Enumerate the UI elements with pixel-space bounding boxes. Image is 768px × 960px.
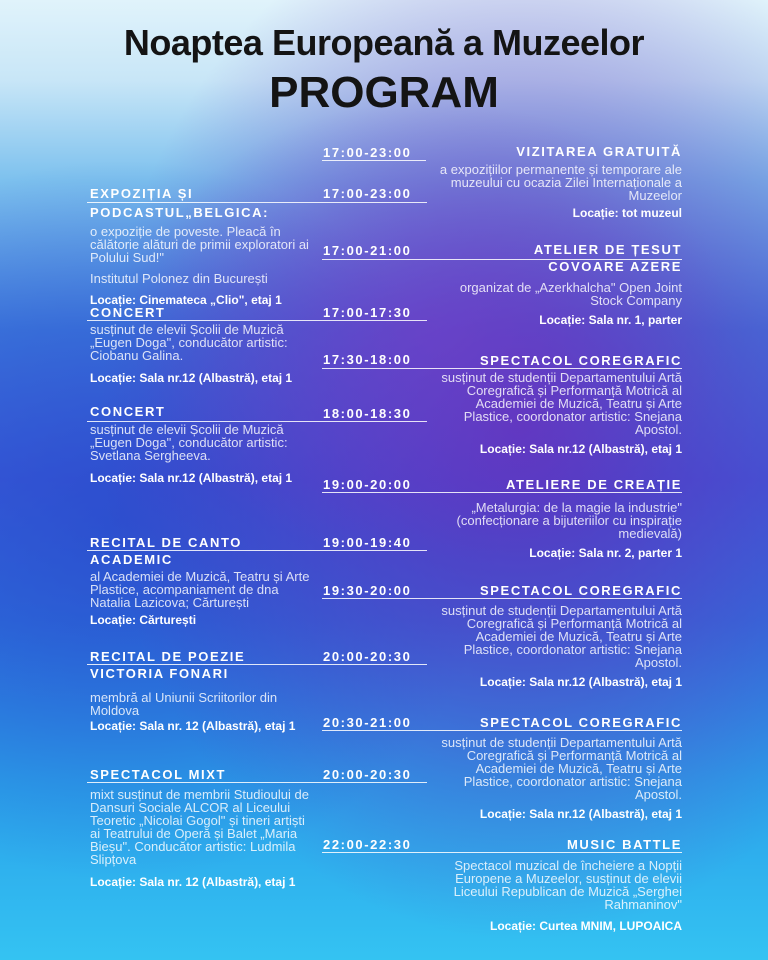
event-mixed-show — [90, 766, 312, 889]
event-location: Locație: Sala nr.12 (Albastră), etaj 1 — [90, 371, 293, 385]
event-concert-1 — [90, 304, 312, 385]
event-choreography-1 — [430, 352, 682, 456]
event-description: a expozițiilor permanente și temporare ale muzeului cu ocazia Zilei Internaționale a Muzeelor — [439, 162, 682, 203]
event-subtitle: COVOARE AZERE — [548, 259, 682, 274]
event-location: Locație: Sala nr.12 (Albastră), etaj 1 — [479, 442, 682, 456]
time-label: 19:30-20:00 — [323, 583, 412, 598]
event-description: susținut de studenții Departamentului Artă Coregrafică și Performanță Motrică al Academiei de Muzică, Teatru și Arte Plastice, coordonator artistic: Snejana Apostol. — [441, 370, 682, 437]
event-subtitle: ACADEMIC — [90, 552, 173, 567]
event-description: organizat de „Azerkhalcha" Open Joint Stock Company — [459, 280, 682, 308]
time-label: 20:00-20:30 — [323, 649, 412, 664]
time-label: 17:30-18:00 — [323, 352, 412, 367]
event-title: SPECTACOL COREGRAFIC — [480, 353, 682, 368]
time-label: 22:00-22:30 — [323, 837, 412, 852]
time-label: 20:30-21:00 — [323, 715, 412, 730]
time-underline — [322, 160, 426, 161]
event-description: „Metalurgia: de la magie la industrie" (confecționare a bijuteriilor cu inspirație medievală) — [456, 500, 682, 541]
event-concert-2 — [90, 403, 312, 485]
event-title: ATELIER DE ȚESUT — [533, 242, 682, 257]
event-location: Locație: tot muzeul — [572, 206, 682, 220]
event-belgica-exhibition — [90, 185, 312, 307]
event-description: susținut de elevii Școlii de Muzică „Eugen Doga", conducător artistic: Svetlana Sergheeva. — [90, 422, 288, 463]
event-title: ATELIERE DE CREAȚIE — [505, 477, 682, 492]
event-description: al Academiei de Muzică, Teatru și Arte Plastice, acompaniament de dna Natalia Lazicova; Cărturești — [90, 569, 310, 610]
page-title: Noaptea Europeană a Muzeelor — [123, 22, 645, 63]
event-music-battle — [450, 836, 682, 933]
event-description: o expoziție de poveste. Pleacă în călătorie alături de primii exploratori ai Polului Sud!" — [90, 224, 309, 265]
event-description: membră al Uniunii Scriitorilor din Moldova — [90, 690, 278, 718]
event-poetry-recital — [90, 648, 312, 733]
event-description: mixt susținut de membrii Studioului de Dansuri Sociale ALCOR al Liceului Teoretic „Nicolai Gogol" și tineri artiști ai Teatrului de Operă și Balet „Maria Bieșu". Conducător artistic: Ludmila Slipțova — [90, 787, 309, 867]
event-location: Locație: Curtea MNIM, LUPOAICA — [489, 919, 682, 933]
event-title: SPECTACOL COREGRAFIC — [480, 715, 682, 730]
event-title: RECITAL DE POEZIE — [90, 649, 246, 664]
event-title: CONCERT — [90, 305, 166, 320]
event-title: CONCERT — [90, 404, 166, 419]
event-subtitle: VICTORIA FONARI — [90, 666, 229, 681]
event-title: EXPOZIȚIA ȘI — [90, 186, 194, 201]
time-label: 18:00-18:30 — [323, 406, 412, 421]
event-organizer: Institutul Polonez din București — [90, 271, 268, 286]
event-location: Locație: Cărturești — [90, 613, 197, 627]
time-label: 19:00-19:40 — [323, 535, 412, 550]
event-title: SPECTACOL MIXT — [90, 767, 227, 782]
event-description: susținut de elevii Școlii de Muzică „Eugen Doga", conducător artistic: Ciobanu Galina. — [90, 322, 288, 363]
event-subtitle: PODCASTUL„BELGICA: — [90, 205, 270, 220]
event-location: Locație: Sala nr. 2, parter 1 — [529, 546, 682, 560]
event-choreography-3 — [440, 714, 682, 821]
time-label: 17:00-23:00 — [323, 186, 412, 201]
event-location: Locație: Sala nr. 12 (Albastră), etaj 1 — [90, 875, 296, 889]
event-title: SPECTACOL COREGRAFIC — [480, 583, 682, 598]
time-label: 17:00-17:30 — [323, 305, 412, 320]
event-choreography-2 — [430, 582, 682, 689]
time-label: 17:00-23:00 — [323, 145, 412, 160]
event-description: susținut de studenții Departamentului Artă Coregrafică și Performanță Motrică al Academiei de Muzică, Teatru și Arte Plastice, coordonator artistic: Snejana Apostol. — [441, 735, 682, 802]
event-location: Locație: Cinemateca „Clio", etaj 1 — [90, 293, 282, 307]
event-location: Locație: Sala nr.12 (Albastră), etaj 1 — [90, 471, 293, 485]
event-location: Locație: Sala nr. 1, parter — [539, 313, 682, 327]
event-free-visit — [420, 143, 682, 220]
page-subtitle: PROGRAM — [269, 68, 499, 117]
time-label: 17:00-21:00 — [323, 243, 412, 258]
event-location: Locație: Sala nr.12 (Albastră), etaj 1 — [479, 807, 682, 821]
event-description: Spectacol muzical de încheiere a Nopții Europene a Muzeelor, susținut de elevii Liceului Republican de Muzică „Serghei Rahmaninov" — [453, 858, 682, 912]
event-weaving-workshop — [440, 241, 682, 327]
event-creative-workshop — [430, 476, 682, 560]
event-title: VIZITAREA GRATUITĂ — [516, 144, 682, 159]
event-location: Locație: Sala nr.12 (Albastră), etaj 1 — [479, 675, 682, 689]
event-canto-recital — [90, 534, 312, 627]
time-label: 19:00-20:00 — [323, 477, 412, 492]
event-location: Locație: Sala nr. 12 (Albastră), etaj 1 — [90, 719, 296, 733]
event-title: MUSIC BATTLE — [566, 837, 682, 852]
event-description: susținut de studenții Departamentului Artă Coregrafică și Performanță Motrică al Academiei de Muzică, Teatru și Arte Plastice, coordonator artistic: Snejana Apostol. — [441, 603, 682, 670]
event-title: RECITAL DE CANTO — [90, 535, 242, 550]
time-label: 20:00-20:30 — [323, 767, 412, 782]
